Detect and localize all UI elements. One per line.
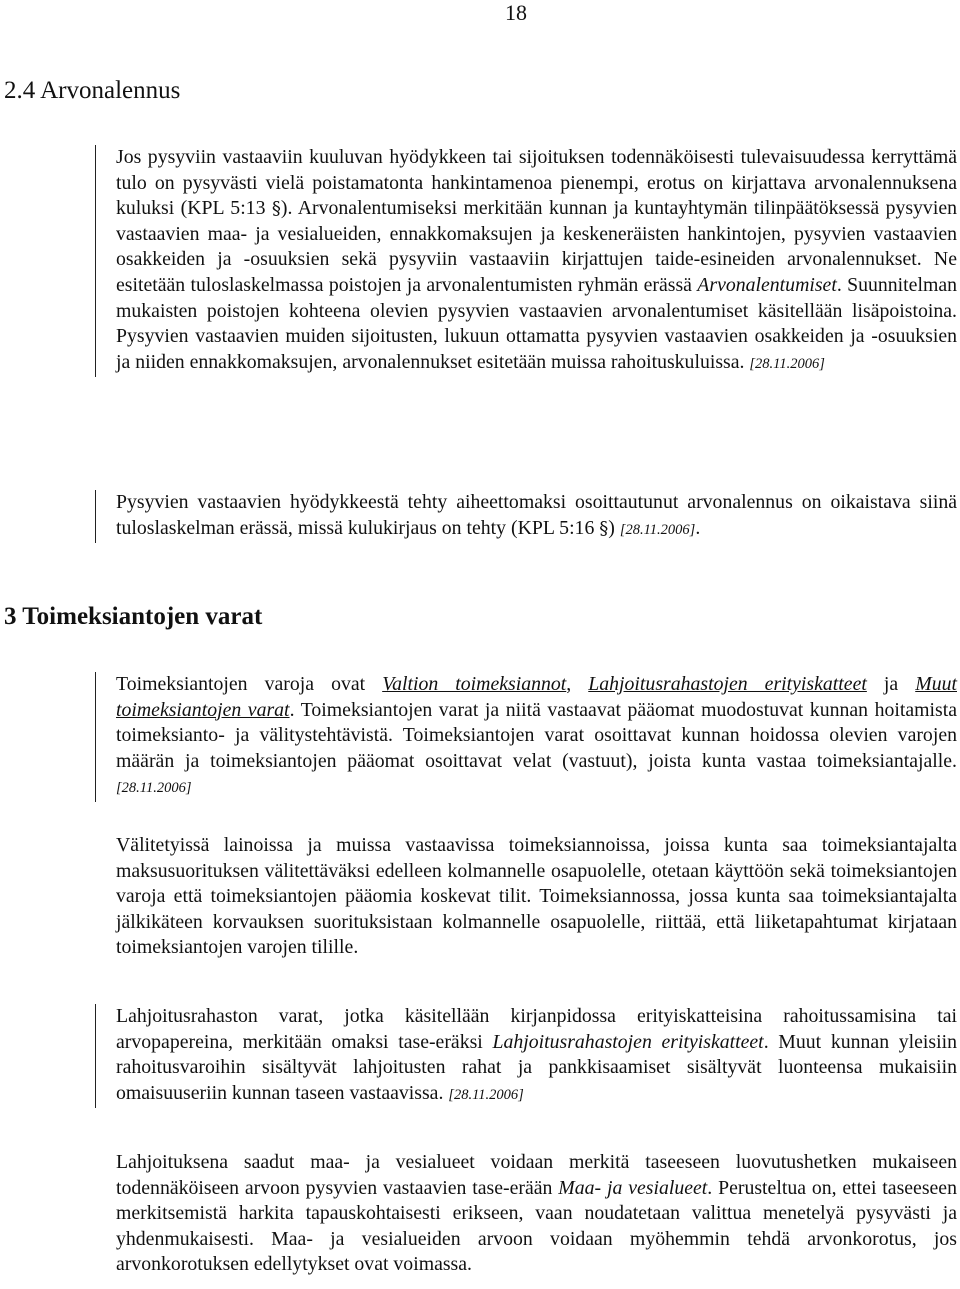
text-run: . Toimeksiantojen varat ja niitä vastaavat pääomat muodostuvat kunnan hoitamista toimeksianto- ja välitystehtävistä. Toimeksiantojen varat osoittavat kunnan hoidossa olevien varojen määrän ja toimeksiantojen pääomat osoittavat velat (vastuut), joista kunta vastaa toimeksiantajalle.: [116, 698, 957, 772]
text-run: . Muut kunnan yleisiin rahoitusvaroihin sisältyvät lahjoitusten rahat ja pankkisaamiset sisältyvät luonteensa mukaisiin omaisuuseriin kunnan taseen vastaavissa.: [116, 1030, 957, 1104]
text-run: Toimeksiantojen varoja ovat: [116, 673, 383, 695]
section-3-paragraph-2: Välitetyissä lainoissa ja muissa vastaavissa toimeksiannoissa, joissa kunta saa toimeksiantajalta maksusuorituksen välitettäväksi edelleen kolmannelle osapuolelle, otetaan käyttöön sekä toimeksiantojen varoja että toimeksiantojen pääomia koskevat tilit. Toimeksiannossa, jossa kunta saa toimeksiantajalta jälkikäteen korvauksen suorituksistaan kolmannelle osapuolelle, riittää, että liiketapahtumat kirjataan toimeksiantojen varojen tilille.: [116, 834, 957, 959]
term-arvonalentumiset: Arvonalentumiset: [697, 273, 837, 296]
term-muut-toimeksiantojen-varat: Muut toimeksiantojen varat: [116, 673, 957, 721]
amendment-date: [28.11.2006]: [448, 1086, 524, 1103]
change-bar: [95, 145, 96, 377]
section-heading-2-4: 2.4 Arvonalennus: [4, 77, 181, 104]
text-run: . Suunnitelman mukaisten poistojen kohteena olevien pysyvien vastaavien arvonalentumiset käsitellään lisäpoistoina. Pysyvien vastaavien muiden sijoitusten, lukuun ottamatta pysyvien vastaavien osakkeiden ja -osuuksien ja niiden ennakkomaksujen, arvonalennukset esitetään muissa rahoituskuluissa.: [116, 273, 958, 373]
section-heading-3: 3 Toimeksiantojen varat: [4, 603, 263, 630]
text-run: ): [608, 516, 620, 539]
text-run: ja: [866, 673, 916, 695]
text-run: ,: [566, 673, 589, 695]
section-3-paragraph-2-block: [95, 833, 957, 961]
change-bar: [95, 672, 96, 802]
term-valtion-toimeksiannot: Valtion toimeksiannot: [382, 673, 567, 695]
section-3-paragraph-4: [116, 1150, 957, 1278]
page-number: 18: [505, 0, 527, 25]
amendment-date: [28.11.2006]: [749, 355, 825, 372]
section-3-paragraph-3: [116, 1004, 957, 1108]
section-2-4-paragraph-1-block: [95, 145, 957, 377]
section-3-paragraph-1: [116, 672, 957, 802]
change-bar: [95, 490, 96, 543]
term-lahjoitusrahastojen-erityiskatteet: Lahjoitusrahastojen erityiskatteet: [588, 673, 867, 695]
text-run: Pysyvien vastaavien hyödykkeestä tehty aiheettomaksi osoittautunut arvonalennus on oikaistava siinä tuloslaskelman erässä, missä kulukirjaus on tehty (KPL 5:16: [116, 491, 957, 539]
section-sign: §: [599, 517, 609, 539]
term-lahjoitusrahastojen-erityiskatteet: Lahjoitusrahastojen erityiskatteet: [492, 1030, 764, 1053]
section-3-paragraph-4-block: [95, 1150, 957, 1278]
text-run: .: [695, 516, 701, 539]
term-maa-ja-vesialueet: Maa- ja vesialueet: [558, 1176, 708, 1199]
section-2-4-paragraph-2-block: [95, 490, 957, 543]
amendment-date: [28.11.2006]: [619, 521, 696, 538]
section-sign: §: [271, 198, 281, 220]
text-run: Jos pysyviin vastaaviin kuuluvan hyödykkeen tai sijoituksen todennäköisesti tulevaisuudessa kerryttämä tulo on pysyvästi vielä poistamatonta hankintamenoa pienempi, erotus on kirjattava arvonalennuksena kuluksi (KPL 5:13: [116, 146, 957, 220]
section-3-paragraph-1-block: [95, 672, 957, 802]
text-run: ). Arvonalentumiseksi merkitään kunnan ja kuntayhtymän tilinpäätöksessä pysyvien vastaavien maa- ja vesialueiden, ennakkomaksujen ja keskeneräisten hankintojen, pysyvien vastaavien osakkeiden ja -osuuksien sekä pysyviin vastaaviin kirjattujen taide-esineiden arvonalennukset. Ne esitetään tuloslaskelmassa poistojen ja arvonalentumisten ryhmän erässä: [116, 197, 957, 296]
section-2-4-paragraph-2: [116, 490, 957, 543]
amendment-date: [28.11.2006]: [116, 780, 192, 797]
section-3-paragraph-3-block: [95, 1004, 957, 1108]
text-run: . Perusteltua on, ettei taseeseen merkitsemistä harkita tapauskohtaisesti erikseen, vaan noudatetaan valittua menetelyä pysyvästi ja yhdenmukaisesti. Maa- ja vesialueiden arvoon voidaan myöhemmin tehdä arvonkorotus, jos arvonkorotuksen edellytykset ovat voimassa.: [116, 1176, 957, 1276]
text-run: Lahjoituksena saadut maa- ja vesialueet voidaan merkitä taseeseen luovutushetken mukaiseen todennäköiseen arvoon pysyvien vastaavien tase-erään: [116, 1151, 957, 1199]
section-2-4-paragraph-1: [116, 145, 957, 377]
change-bar: [95, 1004, 96, 1108]
text-run: Lahjoitusrahaston varat, jotka käsitellään kirjanpidossa erityiskatteisina rahoitussamisina tai arvopapereina, merkitään omaksi tase-eräksi: [116, 1005, 957, 1053]
